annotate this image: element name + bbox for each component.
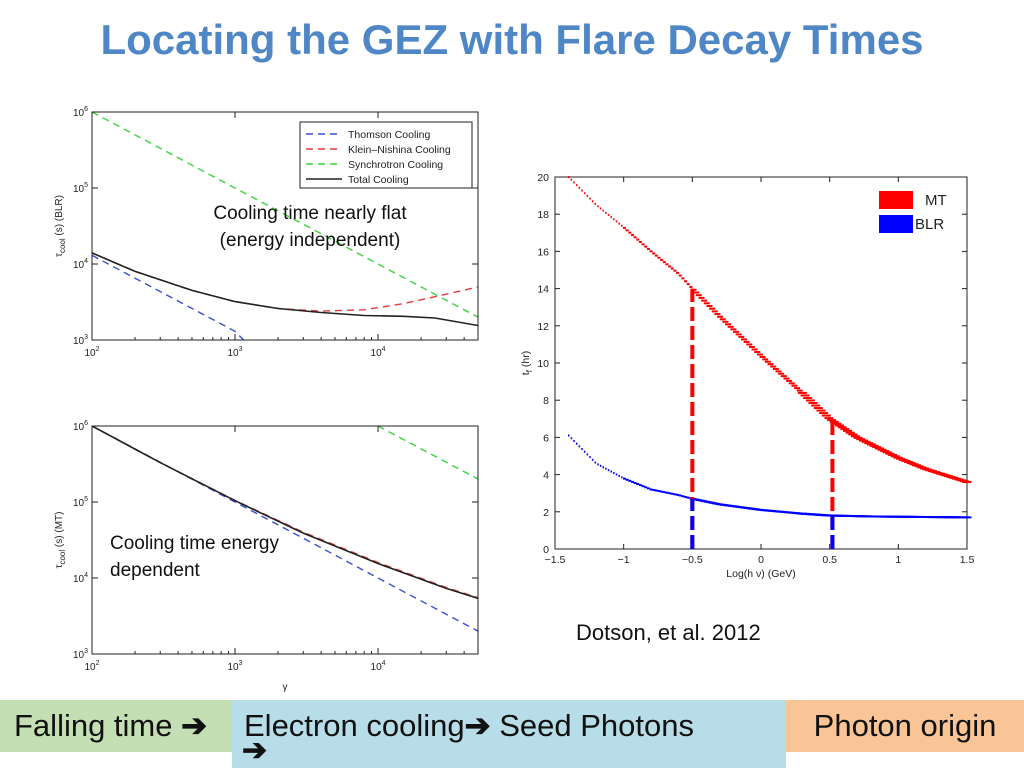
- data-point: [701, 300, 707, 302]
- data-point: [794, 387, 800, 389]
- data-point: [963, 516, 972, 518]
- y-axis-label: $\tau_{cool}$ (s) (BLR): [54, 195, 67, 257]
- series-line-2: [378, 426, 478, 479]
- data-point: [684, 280, 687, 282]
- data-point: [843, 430, 852, 432]
- citation: Dotson, et al. 2012: [576, 620, 761, 645]
- x-tick-label: −1.5: [544, 554, 566, 566]
- data-point: [722, 321, 728, 323]
- data-point: [573, 440, 575, 442]
- data-point: [770, 366, 776, 368]
- data-point: [650, 488, 653, 490]
- data-point: [576, 184, 578, 186]
- x-tick-label: $10^3$: [227, 346, 243, 359]
- y-tick-label: 10: [537, 358, 549, 370]
- data-point: [600, 465, 602, 467]
- data-point: [589, 198, 591, 200]
- data-point: [581, 448, 583, 450]
- data-point: [602, 210, 604, 212]
- data-point: [838, 426, 847, 428]
- data-point: [655, 255, 658, 257]
- data-point: [660, 259, 663, 261]
- y-tick-label: $10^3$: [72, 648, 88, 661]
- data-point: [684, 496, 687, 498]
- data-point: [618, 223, 620, 225]
- y-tick-label: 14: [537, 283, 549, 296]
- electron-cooling-box: [232, 700, 786, 768]
- y-tick-label: $10^3$: [72, 334, 88, 347]
- data-point: [660, 491, 663, 493]
- data-point: [744, 341, 750, 343]
- data-point: [584, 451, 586, 453]
- data-point: [628, 480, 631, 482]
- falling-time-box: [0, 700, 232, 752]
- data-point: [730, 328, 736, 330]
- data-point: [687, 497, 690, 499]
- y-tick-label: $10^4$: [72, 258, 88, 271]
- slide-title: Locating the GEZ with Flare Decay Times: [100, 16, 924, 63]
- data-point: [798, 392, 807, 394]
- electron-cooling-label: Electron cooling: [244, 708, 465, 743]
- y-tick-label: $10^5$: [72, 496, 88, 509]
- data-point: [696, 294, 702, 296]
- data-point: [687, 283, 690, 285]
- data-point: [618, 475, 620, 477]
- data-point: [781, 375, 787, 377]
- data-point: [634, 482, 637, 484]
- data-point: [803, 397, 812, 399]
- data-point: [665, 263, 668, 265]
- y-tick-label: 12: [537, 320, 549, 333]
- data-point: [671, 493, 674, 495]
- data-point: [650, 250, 653, 252]
- data-point: [848, 433, 857, 435]
- data-point: [768, 363, 774, 365]
- data-point: [811, 405, 820, 407]
- data-point: [673, 493, 676, 495]
- data-point: [741, 338, 747, 340]
- y-axis-label: $\tau_{cool}$ (s) (MT): [54, 511, 67, 569]
- data-point: [616, 473, 618, 475]
- x-tick-label: −0.5: [681, 554, 703, 566]
- data-point: [827, 419, 836, 421]
- data-point: [840, 428, 849, 430]
- data-point: [613, 218, 615, 220]
- data-point: [608, 469, 610, 471]
- data-point: [773, 368, 779, 370]
- legend-label: Synchrotron Cooling: [348, 159, 444, 171]
- data-point: [587, 195, 589, 197]
- data-point: [671, 268, 674, 270]
- data-point: [647, 248, 650, 250]
- series-line-3: [92, 253, 478, 326]
- data-point: [631, 234, 634, 236]
- data-point: [642, 243, 645, 245]
- data-point: [757, 354, 763, 356]
- data-point: [605, 212, 607, 214]
- data-point: [720, 318, 726, 320]
- data-point: [605, 468, 607, 470]
- photon-origin-box: [786, 700, 1024, 752]
- legend-label: MT: [925, 192, 947, 209]
- data-point: [698, 297, 704, 299]
- data-point: [816, 410, 825, 412]
- arrow-right-icon: ➔: [181, 708, 208, 743]
- y-tick-label: 20: [537, 172, 549, 184]
- y-tick-label: $10^4$: [72, 572, 88, 585]
- x-tick-label: 1: [895, 554, 902, 566]
- data-point: [568, 176, 570, 178]
- y-tick-label: $10^6$: [72, 106, 88, 119]
- mt-annotation-line1: Cooling time energy: [110, 533, 279, 554]
- data-point: [746, 343, 752, 345]
- y-tick-label: $10^6$: [72, 420, 88, 433]
- y-tick-label: 8: [543, 395, 549, 408]
- photon-origin-label: Photon origin: [813, 708, 997, 743]
- data-point: [634, 236, 637, 238]
- data-point: [610, 216, 612, 218]
- blr-annotation: [190, 200, 430, 254]
- data-point: [809, 402, 818, 404]
- data-point: [814, 407, 823, 409]
- data-point: [639, 484, 642, 486]
- mt-annotation: [110, 530, 279, 584]
- data-point: [738, 336, 744, 338]
- data-point: [824, 417, 833, 419]
- arrow-right-icon: ➔: [242, 734, 268, 767]
- data-point: [681, 495, 684, 497]
- data-point: [610, 471, 612, 473]
- data-point: [706, 305, 712, 307]
- data-point: [584, 192, 586, 194]
- legend-swatch-BLR: [879, 215, 913, 233]
- data-point: [644, 246, 647, 248]
- y-tick-label: 18: [537, 209, 549, 222]
- data-point: [639, 241, 642, 243]
- data-point: [568, 435, 570, 437]
- data-point: [835, 424, 844, 426]
- data-point: [621, 225, 623, 227]
- data-point: [576, 443, 578, 445]
- data-point: [579, 187, 581, 189]
- data-point: [673, 270, 676, 272]
- data-point: [668, 265, 671, 267]
- data-point: [628, 232, 631, 234]
- data-point: [589, 456, 591, 458]
- data-point: [631, 481, 634, 483]
- seed-photons-label: Seed Photons: [499, 708, 694, 743]
- x-axis-label: γ: [282, 682, 288, 693]
- data-point: [623, 227, 626, 229]
- data-point: [571, 179, 573, 181]
- data-point: [681, 277, 684, 279]
- y-tick-label: 0: [543, 544, 549, 556]
- legend-label: Klein–Nishina Cooling: [348, 144, 451, 156]
- data-point: [623, 478, 626, 480]
- data-point: [791, 385, 797, 387]
- data-point: [626, 229, 629, 231]
- data-point: [712, 310, 718, 312]
- data-point: [689, 286, 692, 288]
- data-point: [613, 472, 615, 474]
- legend-label: Thomson Cooling: [348, 129, 431, 141]
- data-point: [597, 205, 599, 207]
- data-point: [658, 257, 661, 259]
- x-tick-label: $10^3$: [227, 660, 243, 673]
- series-line-1: [92, 253, 478, 311]
- data-point: [647, 487, 650, 489]
- data-point: [679, 495, 682, 497]
- data-point: [652, 252, 655, 254]
- data-point: [765, 361, 771, 363]
- data-point: [621, 476, 623, 478]
- x-tick-label: $10^2$: [84, 660, 100, 673]
- y-tick-label: 6: [543, 432, 549, 445]
- data-point: [658, 490, 661, 492]
- data-point: [736, 333, 742, 335]
- data-point: [595, 462, 597, 464]
- data-point: [783, 378, 789, 380]
- data-point: [608, 214, 610, 216]
- data-point: [789, 382, 795, 384]
- data-point: [714, 313, 720, 315]
- data-point: [754, 351, 760, 353]
- data-point: [801, 394, 810, 396]
- data-point: [728, 326, 734, 328]
- data-point: [655, 490, 658, 492]
- data-point: [775, 370, 781, 372]
- blr-annotation-line1: Cooling time nearly flat: [213, 203, 407, 224]
- data-point: [806, 399, 815, 401]
- x-axis-label: Log(h ν) (GeV): [726, 568, 796, 580]
- data-point: [846, 432, 855, 434]
- data-point: [663, 491, 666, 493]
- data-point: [652, 489, 655, 491]
- data-point: [717, 316, 723, 318]
- data-point: [676, 272, 679, 274]
- x-tick-label: 0: [758, 554, 764, 566]
- data-point: [587, 453, 589, 455]
- data-point: [663, 261, 666, 263]
- plot-area: [92, 426, 478, 631]
- legend-label: Total Cooling: [348, 174, 409, 186]
- data-point: [592, 200, 594, 202]
- data-point: [760, 356, 766, 358]
- x-tick-label: −1: [617, 554, 630, 566]
- data-point: [819, 412, 828, 414]
- flare-decay-chart: [505, 165, 990, 585]
- data-point: [762, 358, 768, 360]
- data-point: [626, 479, 629, 481]
- data-point: [581, 189, 583, 191]
- x-tick-label: 1.5: [959, 554, 975, 566]
- data-point: [642, 485, 645, 487]
- data-point: [665, 492, 668, 494]
- data-point: [644, 486, 647, 488]
- data-point: [571, 437, 573, 439]
- data-point: [797, 390, 803, 392]
- y-tick-label: 2: [543, 506, 549, 519]
- legend-swatch-MT: [879, 191, 913, 209]
- y-tick-label: 16: [537, 246, 549, 259]
- data-point: [778, 373, 784, 375]
- x-tick-label: 0.5: [822, 554, 837, 566]
- data-point: [822, 415, 831, 417]
- arrow-right-icon: ➔: [464, 708, 491, 743]
- y-axis-label: $t_f$ (hr): [520, 350, 534, 376]
- data-point: [602, 466, 604, 468]
- data-point: [709, 308, 715, 310]
- data-point: [733, 331, 739, 333]
- data-point: [752, 348, 758, 350]
- data-point: [676, 494, 679, 496]
- data-point: [749, 346, 755, 348]
- data-point: [679, 275, 682, 277]
- x-tick-label: $10^4$: [370, 346, 386, 359]
- mt-annotation-line2: dependent: [110, 560, 200, 581]
- series-BLR: [568, 435, 972, 519]
- data-point: [636, 239, 639, 241]
- data-point: [597, 463, 599, 465]
- x-tick-label: $10^2$: [84, 346, 100, 359]
- data-point: [616, 220, 618, 222]
- data-point: [725, 323, 731, 325]
- x-tick-label: $10^4$: [370, 660, 386, 673]
- data-point: [704, 302, 710, 304]
- data-point: [786, 380, 792, 382]
- data-point: [579, 445, 581, 447]
- data-point: [636, 483, 639, 485]
- legend-label: BLR: [915, 216, 945, 233]
- data-point: [595, 203, 597, 205]
- data-point: [668, 492, 671, 494]
- falling-time-label: Falling time: [14, 708, 173, 743]
- y-tick-label: $10^5$: [72, 182, 88, 195]
- data-point: [600, 207, 602, 209]
- data-point: [963, 481, 972, 483]
- y-tick-label: 4: [543, 469, 549, 482]
- blr-annotation-line2: (energy independent): [219, 230, 401, 251]
- data-point: [592, 459, 594, 461]
- data-point: [573, 181, 575, 183]
